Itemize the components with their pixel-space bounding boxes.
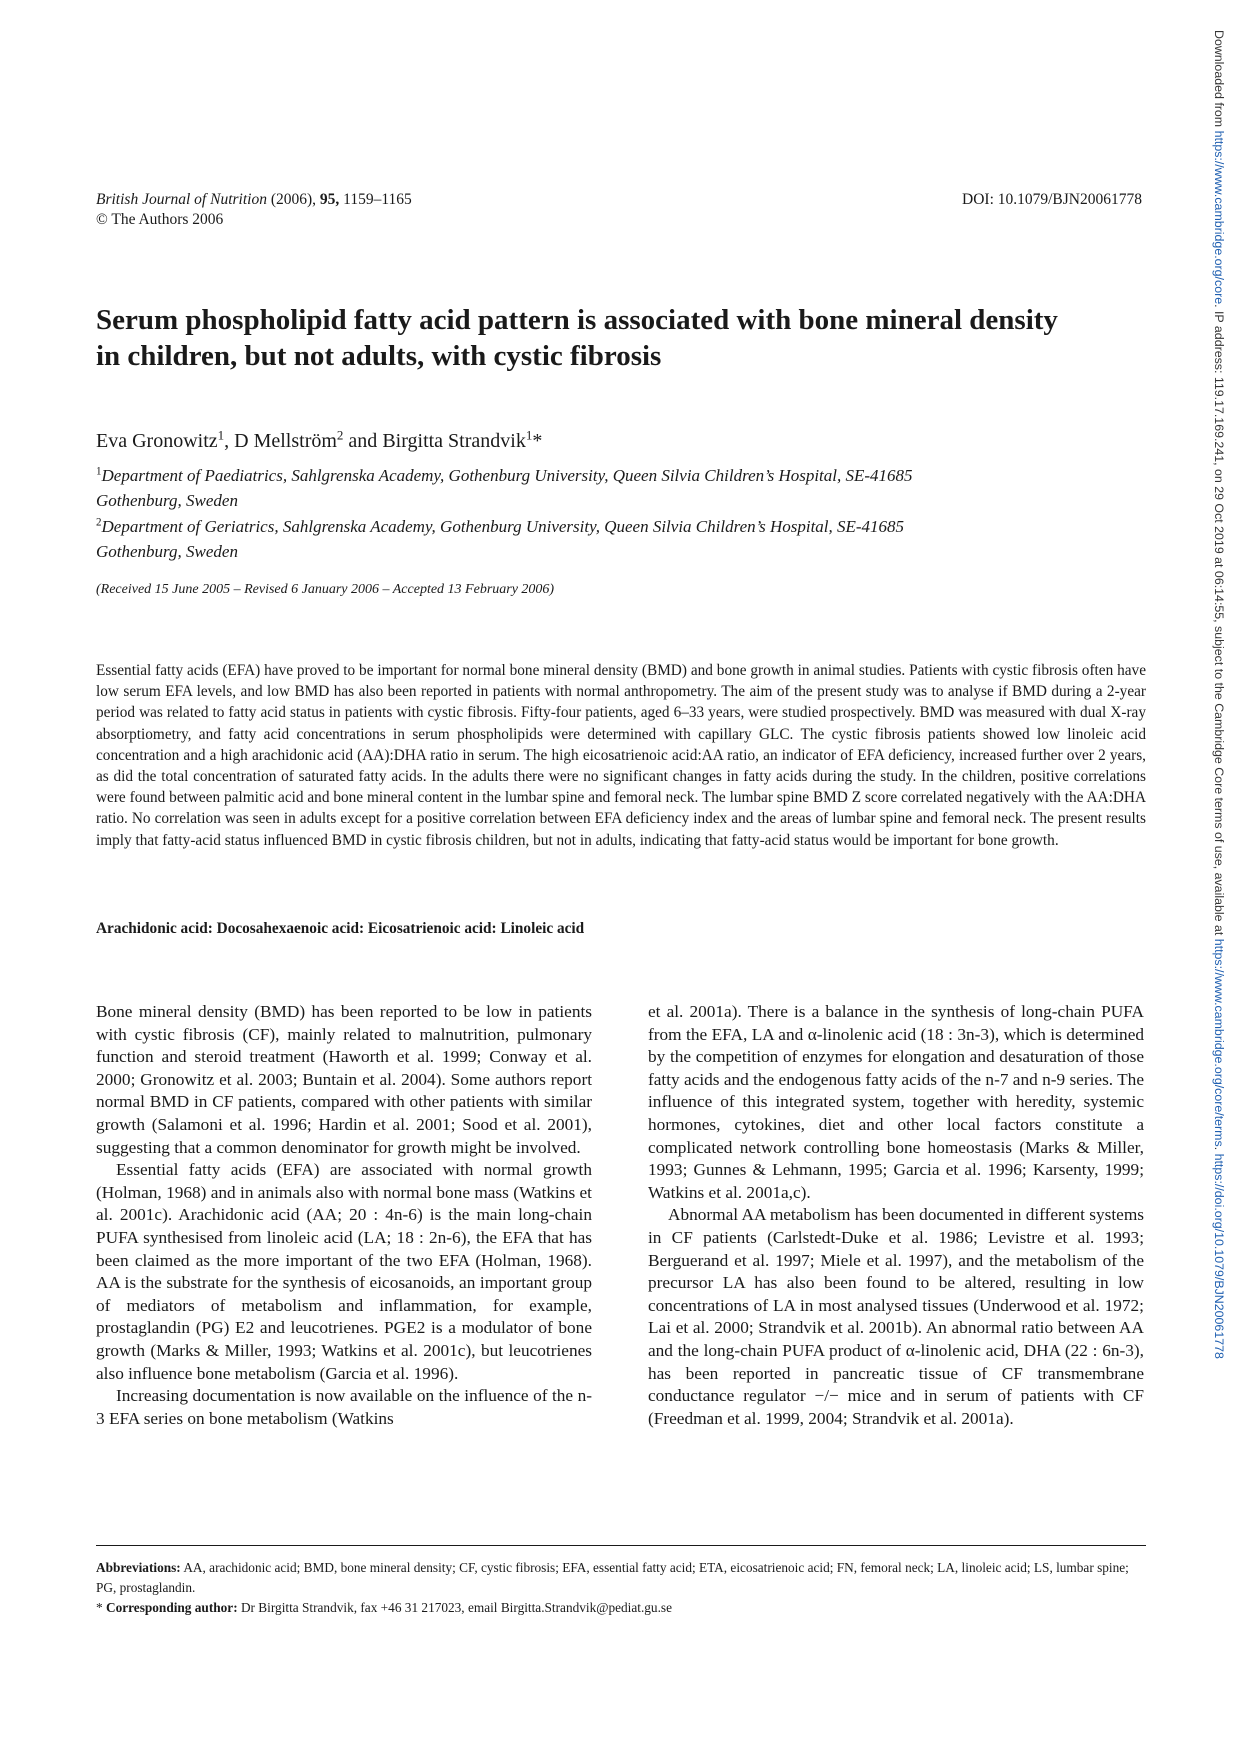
footnote-divider <box>96 1545 1146 1546</box>
author-1-affil: 1 <box>217 427 225 443</box>
affiliation-1-line-1: Department of Paediatrics, Sahlgrenska Academy, Gothenburg University, Queen Silvia Children’s Hospital, SE-41685 <box>101 466 913 485</box>
corresponding-author-mark: * <box>96 1600 103 1615</box>
journal-pages: 1159–1165 <box>343 191 412 208</box>
doi: DOI: 10.1079/BJN20061778 <box>962 191 1142 208</box>
paragraph-5: Abnormal AA metabolism has been documented in different systems in CF patients (Carlstedt-Duke et al. 1986; Levistre et al. 1993; Berguerand et al. 1997; Miele et al. 1997), and the metabolism of the precursor LA has also been found to be altered, resulting in low concentrations of LA in most analysed tissues (Underwood et al. 1972; Lai et al. 2000; Strandvik et al. 2001b). An abnormal ratio between AA and the long-chain PUFA product of α-linolenic acid, DHA (22 : 6n-3), has been reported in pancreatic tissue of CF transmembrane conductance regulator −/− mice and in serum of patients with CF (Freedman et al. 1999, 2004; Strandvik et al. 2001a). <box>648 1205 1144 1428</box>
corresponding-author-text: Dr Birgitta Strandvik, fax +46 31 217023, email Birgitta.Strandvik@pediat.gu.se <box>240 1600 672 1615</box>
author-sep-2: and <box>343 430 383 452</box>
affiliation-2-number: 2 <box>96 516 102 529</box>
author-1: Eva Gronowitz <box>96 430 218 452</box>
author-3-affil: 1 <box>525 427 533 443</box>
received-dates: (Received 15 June 2005 – Revised 6 January 2006 – Accepted 13 February 2006) <box>96 582 555 597</box>
body-column-right <box>648 1001 1144 1430</box>
affiliation-2-line-1: Department of Geriatrics, Sahlgrenska Academy, Gothenburg University, Queen Silvia Children’s Hospital, SE-41685 <box>101 517 905 536</box>
journal-name: British Journal of Nutrition <box>96 191 267 208</box>
author-sep-1: , <box>224 430 235 452</box>
journal-volume: 95, <box>319 191 340 208</box>
body-column-left <box>96 1001 592 1430</box>
download-text-1: Downloaded from <box>1212 30 1226 131</box>
terms-link[interactable]: https://www.cambridge.org/core/terms <box>1212 938 1226 1147</box>
affiliation-2 <box>96 514 1146 564</box>
abbreviations-text: AA, arachidonic acid; BMD, bone mineral density; CF, cystic fibrosis; EFA, essential fatty acid; ETA, eicosatrienoic acid; FN, femoral neck; LA, linoleic acid; LS, lumbar spine; PG, prostaglandin. <box>96 1560 1129 1595</box>
author-3: Birgitta Strandvik <box>382 430 526 452</box>
paragraph-2: Essential fatty acids (EFA) are associated with normal growth (Holman, 1968) and in animals also with normal bone mass (Watkins et al. 2001c). Arachidonic acid (AA; 20 : 4n-6) is the main long-chain PUFA synthesised from linoleic acid (LA; 18 : 2n-6), the EFA that has been claimed as the more important of the two EFA (Holman, 1968). AA is the substrate for the synthesis of eicosanoids, an important group of mediators of metabolism and inflammation, for example, prostaglandin (PG) E2 and leucotrienes. PGE2 is a modulator of bone growth (Marks & Miller, 1993; Watkins et al. 2001c), but leucotrienes also influence bone metabolism (Garcia et al. 1996). <box>96 1160 592 1383</box>
download-text-2: . IP address: 119.17.169.241, on 29 Oct 2019 at 06:14:55, subject to the Cambridge Core terms of use, available at <box>1212 304 1226 939</box>
journal-year: (2006), <box>270 191 317 208</box>
article-title <box>96 302 1146 374</box>
paragraph-1: Bone mineral density (BMD) has been reported to be low in patients with cystic fibrosis (CF), mainly related to malnutrition, pulmonary function and steroid treatment (Haworth et al. 1999; Conway et al. 2000; Gronowitz et al. 2003; Buntain et al. 2004). Some authors report normal BMD in CF patients, compared with other patients with similar growth (Salamoni et al. 1996; Hardin et al. 2001; Sood et al. 2001), suggesting that a common denominator for growth might be involved. <box>96 1002 592 1157</box>
download-text-3: . <box>1212 1146 1226 1154</box>
corresponding-mark: * <box>532 430 543 452</box>
affiliation-1 <box>96 463 1146 513</box>
cambridge-core-link[interactable]: https://www.cambridge.org/core <box>1212 130 1226 305</box>
abstract: Essential fatty acids (EFA) have proved to be important for normal bone mineral density (BMD) and bone growth in animal studies. Patients with cystic fibrosis often have low serum EFA levels, and low BMD has also been reported in patients with normal anthropometry. The aim of the present study was to analyse if BMD during a 2-year period was related to fatty acid status in patients with cystic fibrosis. Fifty-four patients, aged 6–33 years, were studied prospectively. BMD was measured with dual X-ray absorptiometry, and fatty acid concentrations in serum phospholipids were determined with capillary GLC. The cystic fibrosis patients showed low linoleic acid concentration and a high arachidonic acid (AA):DHA ratio in serum. The high eicosatrienoic acid:AA ratio, an indicator of EFA deficiency, increased further over 2 years, as did the total concentration of saturated fatty acids. In the adults there were no significant changes in fatty acids during the study. In the children, positive correlations were found between palmitic acid and bone mineral content in the lumbar spine and femoral neck. The lumbar spine BMD Z score correlated negatively with the AA:DHA ratio. No correlation was seen in adults except for a positive correlation between EFA deficiency index and the areas of lumbar spine and femoral neck. The present results imply that fatty-acid status influenced BMD in cystic fibrosis children, but not in adults, indicating that fatty-acid status would be important for bone growth. <box>96 662 1146 849</box>
title-line-1: Serum phospholipid fatty acid pattern is associated with bone mineral density <box>96 304 1058 336</box>
corresponding-author-footnote <box>96 1598 1146 1618</box>
abbreviations-footnote <box>96 1558 1146 1597</box>
copyright: © The Authors 2006 <box>96 211 224 228</box>
corresponding-author-label: Corresponding author: <box>105 1600 238 1615</box>
journal-citation <box>96 190 412 230</box>
download-notice <box>1212 30 1226 1359</box>
paragraph-4: et al. 2001a). There is a balance in the synthesis of long-chain PUFA from the EFA, LA and α-linolenic acid (18 : 3n-3), which is determined by the competition of enzymes for elongation and desaturation of those fatty acids and the endogenous fatty acids of the n-7 and n-9 series. The influence of this integrated system, together with heredity, systemic hormones, cytokines, diet and other local factors constitute a complicated network controlling bone homeostasis (Marks & Miller, 1993; Gunnes & Lehmann, 1995; Garcia et al. 1996; Karsenty, 1999; Watkins et al. 2001a,c). <box>648 1002 1144 1202</box>
keywords: Arachidonic acid: Docosahexaenoic acid: Eicosatrienoic acid: Linoleic acid <box>96 920 585 937</box>
abbreviations-label: Abbreviations: <box>96 1560 181 1575</box>
author-2-affil: 2 <box>336 427 344 443</box>
affiliation-1-line-2: Gothenburg, Sweden <box>96 491 238 510</box>
paragraph-3: Increasing documentation is now available on the influence of the n-3 EFA series on bone metabolism (Watkins <box>96 1386 592 1428</box>
author-list <box>96 428 542 454</box>
author-2: D Mellström <box>234 430 337 452</box>
affiliation-1-number: 1 <box>96 465 102 478</box>
affiliation-2-line-2: Gothenburg, Sweden <box>96 542 238 561</box>
title-line-2: in children, but not adults, with cystic fibrosis <box>96 340 662 372</box>
doi-link[interactable]: https://doi.org/10.1079/BJN20061778 <box>1212 1153 1226 1359</box>
